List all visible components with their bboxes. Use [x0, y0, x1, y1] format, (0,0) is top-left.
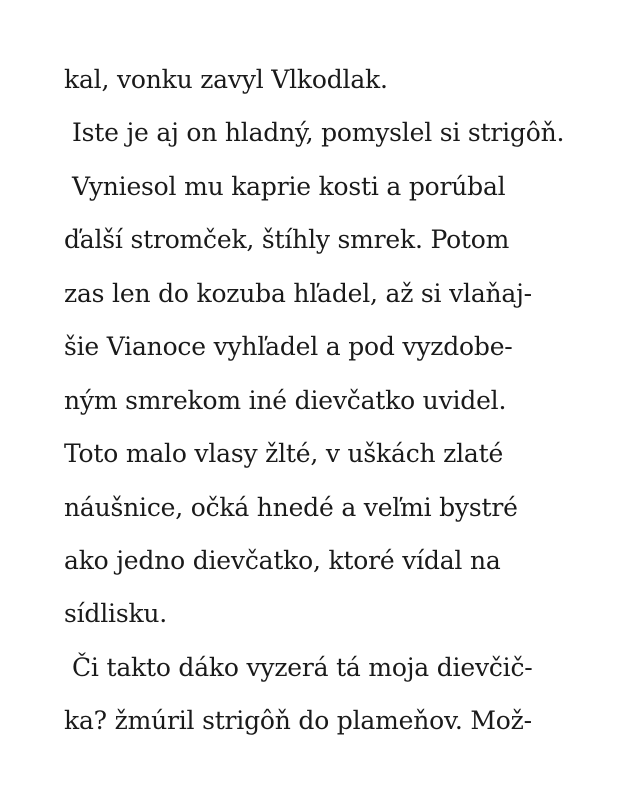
text-line: ďalší stromček, štíhly smrek. Potom — [64, 225, 510, 254]
text-line: zas len do kozuba hľadel, až si vlaňaj- — [64, 279, 532, 308]
text-line: Či takto dáko vyzerá tá moja dievčič- — [72, 653, 533, 682]
text-line: náušnice, očká hnedé a veľmi bystré — [64, 493, 518, 522]
text-line: Vyniesol mu kaprie kosti a porúbal — [72, 172, 506, 201]
text-line: sídlisku. — [64, 599, 168, 628]
text-line: ka? žmúril strigôň do plameňov. Mož- — [64, 706, 532, 735]
text-line: Toto malo vlasy žlté, v uškách zlaté — [64, 439, 504, 468]
text-line: šie Vianoce vyhľadel a pod vyzdobe- — [64, 332, 513, 361]
text-line: kal, vonku zavyl Vlkodlak. — [64, 65, 388, 94]
text-line: Iste je aj on hladný, pomyslel si strigôň. — [72, 118, 565, 147]
text-line: ako jedno dievčatko, ktoré vídal na — [64, 546, 501, 575]
text-line: ným smrekom iné dievčatko uvidel. — [64, 386, 507, 415]
